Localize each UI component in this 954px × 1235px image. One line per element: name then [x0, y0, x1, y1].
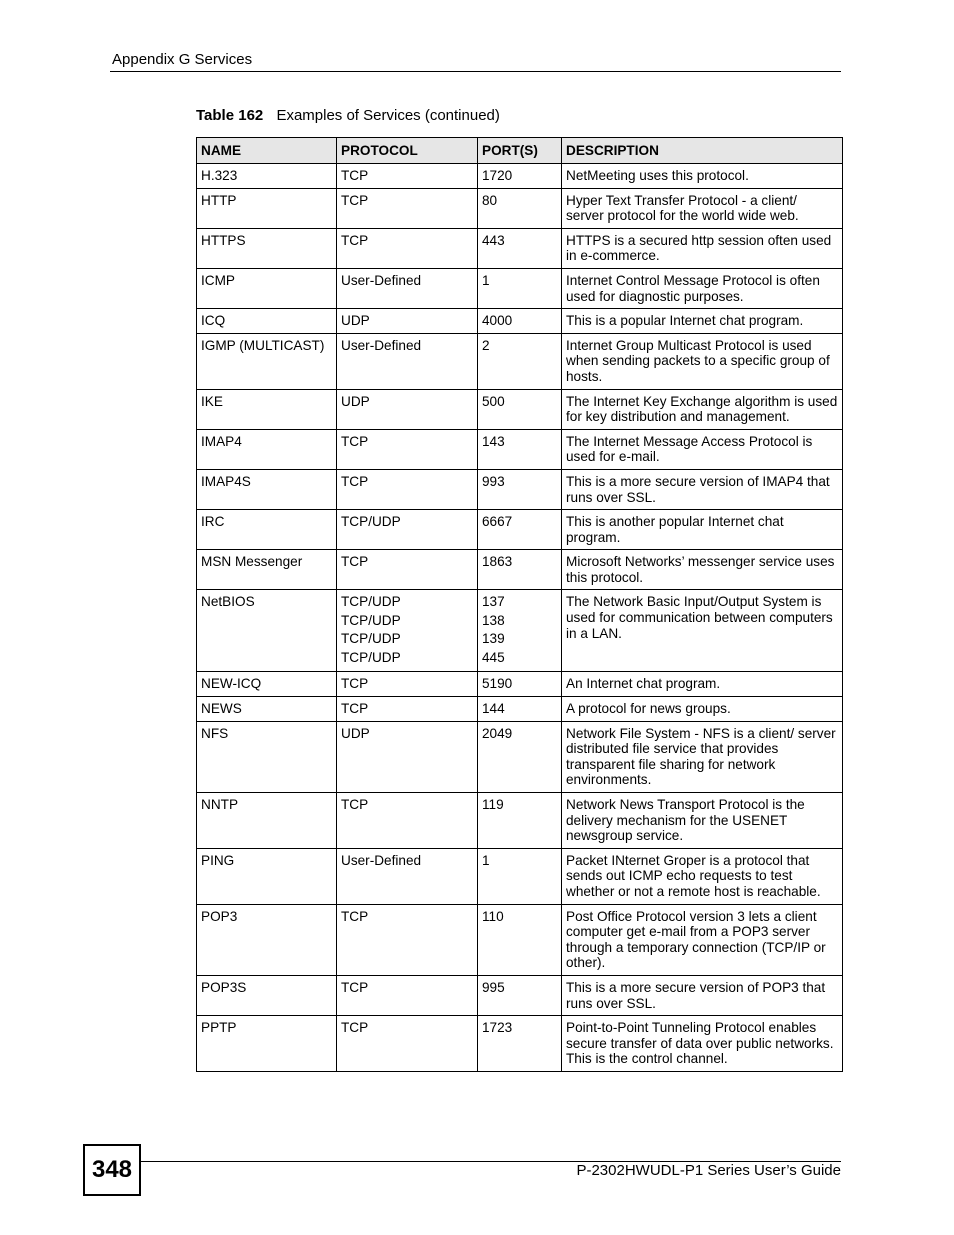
cell-protocol-value: TCP: [341, 797, 369, 813]
cell-name: MSN Messenger: [197, 550, 337, 590]
cell-protocol-value: TCP: [341, 908, 369, 924]
cell-ports: [478, 975, 562, 1015]
cell-protocol: [337, 469, 478, 509]
cell-description: This is a more secure version of POP3 that runs over SSL.: [562, 975, 843, 1015]
cell-protocol: [337, 188, 478, 228]
cell-protocol: [337, 697, 478, 722]
cell-protocol-value: User-Defined: [341, 852, 422, 868]
table-row: [197, 309, 843, 334]
cell-protocol-value: TCP/UDP: [341, 631, 401, 647]
cell-ports: [478, 697, 562, 722]
cell-description: Hyper Text Transfer Protocol - a client/ server protocol for the world wide web.: [562, 188, 843, 228]
table-row: [197, 1016, 843, 1072]
cell-protocol-value: TCP/UDP: [341, 594, 401, 610]
cell-description: Point-to-Point Tunneling Protocol enables secure transfer of data over public networks. This is the control channel.: [562, 1016, 843, 1072]
cell-protocol: [337, 228, 478, 268]
cell-ports-value: 1720: [482, 168, 513, 183]
table-row: [197, 793, 843, 849]
table-row: [197, 164, 843, 189]
cell-ports: [478, 672, 562, 697]
cell-protocol-value: UDP: [341, 725, 370, 741]
cell-description: Network File System - NFS is a client/ server distributed file service that provides transparent file sharing for network environments.: [562, 721, 843, 792]
cell-name: IGMP (MULTICAST): [197, 333, 337, 389]
cell-protocol: [337, 429, 478, 469]
cell-protocol: [337, 904, 478, 975]
table-row: [197, 389, 843, 429]
table-row: [197, 550, 843, 590]
cell-name: HTTPS: [197, 228, 337, 268]
cell-protocol: [337, 1016, 478, 1072]
cell-protocol-value: TCP: [341, 1020, 369, 1036]
cell-ports: [478, 429, 562, 469]
cell-protocol: [337, 333, 478, 389]
cell-description: A protocol for news groups.: [562, 697, 843, 722]
cell-protocol: [337, 590, 478, 672]
running-header: Appendix G Services: [112, 51, 253, 68]
cell-name: NEWS: [197, 697, 337, 722]
table-row: [197, 268, 843, 308]
cell-protocol-value: UDP: [341, 313, 370, 329]
table-row: [197, 721, 843, 792]
column-header-name: NAME: [197, 138, 337, 164]
cell-name: NEW-ICQ: [197, 672, 337, 697]
table-number: Table 162: [196, 107, 264, 124]
cell-ports: [478, 268, 562, 308]
cell-ports-value: 443: [482, 232, 505, 248]
cell-description: NetMeeting uses this protocol.: [562, 164, 843, 189]
column-header-description: DESCRIPTION: [562, 138, 843, 164]
cell-name: POP3S: [197, 975, 337, 1015]
cell-protocol: [337, 309, 478, 334]
header-divider: [110, 71, 841, 72]
table-body: [197, 164, 843, 1072]
cell-ports: [478, 848, 562, 904]
cell-protocol-value: TCP/UDP: [341, 514, 401, 530]
table-row: [197, 333, 843, 389]
cell-description: The Network Basic Input/Output System is used for communication between computers in a LAN.: [562, 590, 843, 672]
cell-description: Microsoft Networks’ messenger service uses this protocol.: [562, 550, 843, 590]
table-row: [197, 590, 843, 672]
cell-protocol-value: TCP: [341, 168, 369, 183]
cell-ports-value: 4000: [482, 313, 513, 329]
table-row: [197, 228, 843, 268]
cell-protocol: [337, 672, 478, 697]
cell-ports-value: 1723: [482, 1020, 513, 1036]
cell-name: PPTP: [197, 1016, 337, 1072]
cell-protocol: [337, 510, 478, 550]
cell-protocol-value: TCP: [341, 979, 369, 995]
cell-protocol: [337, 721, 478, 792]
table-title: Examples of Services (continued): [276, 107, 500, 124]
cell-ports: [478, 333, 562, 389]
services-table: [196, 137, 843, 1072]
cell-protocol-value: User-Defined: [341, 337, 422, 353]
cell-protocol-value: User-Defined: [341, 272, 422, 288]
cell-ports-value: 119: [482, 797, 504, 813]
column-header-ports: PORT(S): [478, 138, 562, 164]
cell-description: Network News Transport Protocol is the delivery mechanism for the USENET newsgroup service.: [562, 793, 843, 849]
cell-name: ICQ: [197, 309, 337, 334]
cell-description: The Internet Key Exchange algorithm is used for key distribution and management.: [562, 389, 843, 429]
cell-description: Packet INternet Groper is a protocol that sends out ICMP echo requests to test whether or not a remote host is reachable.: [562, 848, 843, 904]
cell-ports-value: 139: [482, 631, 505, 647]
cell-description: The Internet Message Access Protocol is used for e-mail.: [562, 429, 843, 469]
cell-ports: [478, 510, 562, 550]
table-row: [197, 672, 843, 697]
header-row: [197, 138, 843, 164]
cell-ports-value: 143: [482, 433, 505, 449]
cell-protocol-value: TCP: [341, 554, 369, 570]
cell-description: HTTPS is a secured http session often used in e-commerce.: [562, 228, 843, 268]
cell-ports-value: 5190: [482, 676, 513, 692]
table-caption: [196, 107, 500, 125]
cell-name: IMAP4: [197, 429, 337, 469]
cell-description: This is a popular Internet chat program.: [562, 309, 843, 334]
cell-name: IMAP4S: [197, 469, 337, 509]
cell-name: NetBIOS: [197, 590, 337, 672]
cell-protocol-value: TCP/UDP: [341, 649, 401, 665]
cell-ports: [478, 1016, 562, 1072]
cell-ports-value: 138: [482, 612, 505, 628]
cell-ports-value: 1863: [482, 554, 513, 570]
guide-title: P-2302HWUDL-P1 Series User’s Guide: [576, 1162, 841, 1179]
cell-protocol: [337, 389, 478, 429]
cell-ports-value: 2: [482, 337, 490, 353]
table-row: [197, 975, 843, 1015]
cell-ports: [478, 904, 562, 975]
table-row: [197, 469, 843, 509]
cell-ports-value: 1: [482, 852, 490, 868]
cell-ports: [478, 590, 562, 672]
table-row: [197, 848, 843, 904]
cell-ports: [478, 469, 562, 509]
cell-description: Internet Control Message Protocol is often used for diagnostic purposes.: [562, 268, 843, 308]
cell-protocol: [337, 975, 478, 1015]
cell-description: An Internet chat program.: [562, 672, 843, 697]
cell-name: HTTP: [197, 188, 337, 228]
cell-ports: [478, 389, 562, 429]
cell-ports: [478, 309, 562, 334]
cell-protocol-value: TCP: [341, 701, 369, 717]
cell-protocol-value: UDP: [341, 393, 370, 409]
cell-description: This is a more secure version of IMAP4 that runs over SSL.: [562, 469, 843, 509]
cell-protocol: [337, 793, 478, 849]
cell-name: H.323: [197, 164, 337, 189]
cell-protocol: [337, 268, 478, 308]
cell-name: NNTP: [197, 793, 337, 849]
cell-ports-value: 445: [482, 649, 505, 665]
cell-protocol-value: TCP: [341, 676, 369, 692]
cell-description: Post Office Protocol version 3 lets a client computer get e-mail from a POP3 server through a temporary connection (TCP/IP or other).: [562, 904, 843, 975]
cell-protocol: [337, 848, 478, 904]
table-row: [197, 697, 843, 722]
cell-ports-value: 110: [482, 908, 504, 924]
cell-ports: [478, 188, 562, 228]
table-row: [197, 188, 843, 228]
column-header-protocol: PROTOCOL: [337, 138, 478, 164]
cell-ports: [478, 721, 562, 792]
cell-protocol: [337, 164, 478, 189]
table-header: [197, 138, 843, 164]
cell-description: This is another popular Internet chat program.: [562, 510, 843, 550]
cell-protocol-value: TCP: [341, 192, 369, 208]
cell-ports-value: 500: [482, 393, 505, 409]
cell-ports-value: 137: [482, 594, 505, 610]
cell-ports: [478, 793, 562, 849]
table-row: [197, 904, 843, 975]
table-row: [197, 429, 843, 469]
cell-ports-value: 995: [482, 979, 505, 995]
cell-name: PING: [197, 848, 337, 904]
cell-protocol-value: TCP/UDP: [341, 612, 401, 628]
cell-name: IKE: [197, 389, 337, 429]
cell-ports-value: 6667: [482, 514, 513, 530]
cell-name: ICMP: [197, 268, 337, 308]
cell-protocol: [337, 550, 478, 590]
cell-ports-value: 80: [482, 192, 498, 208]
cell-protocol-value: TCP: [341, 433, 369, 449]
cell-ports-value: 1: [482, 272, 490, 288]
page-number: 348: [83, 1144, 141, 1196]
cell-ports-value: 144: [482, 701, 505, 717]
cell-ports: [478, 164, 562, 189]
table-row: [197, 510, 843, 550]
cell-name: IRC: [197, 510, 337, 550]
cell-description: Internet Group Multicast Protocol is used when sending packets to a specific group of hosts.: [562, 333, 843, 389]
cell-protocol-value: TCP: [341, 232, 369, 248]
cell-ports: [478, 550, 562, 590]
cell-protocol-value: TCP: [341, 473, 369, 489]
cell-ports-value: 993: [482, 473, 505, 489]
cell-ports: [478, 228, 562, 268]
cell-name: POP3: [197, 904, 337, 975]
cell-ports-value: 2049: [482, 725, 513, 741]
cell-name: NFS: [197, 721, 337, 792]
